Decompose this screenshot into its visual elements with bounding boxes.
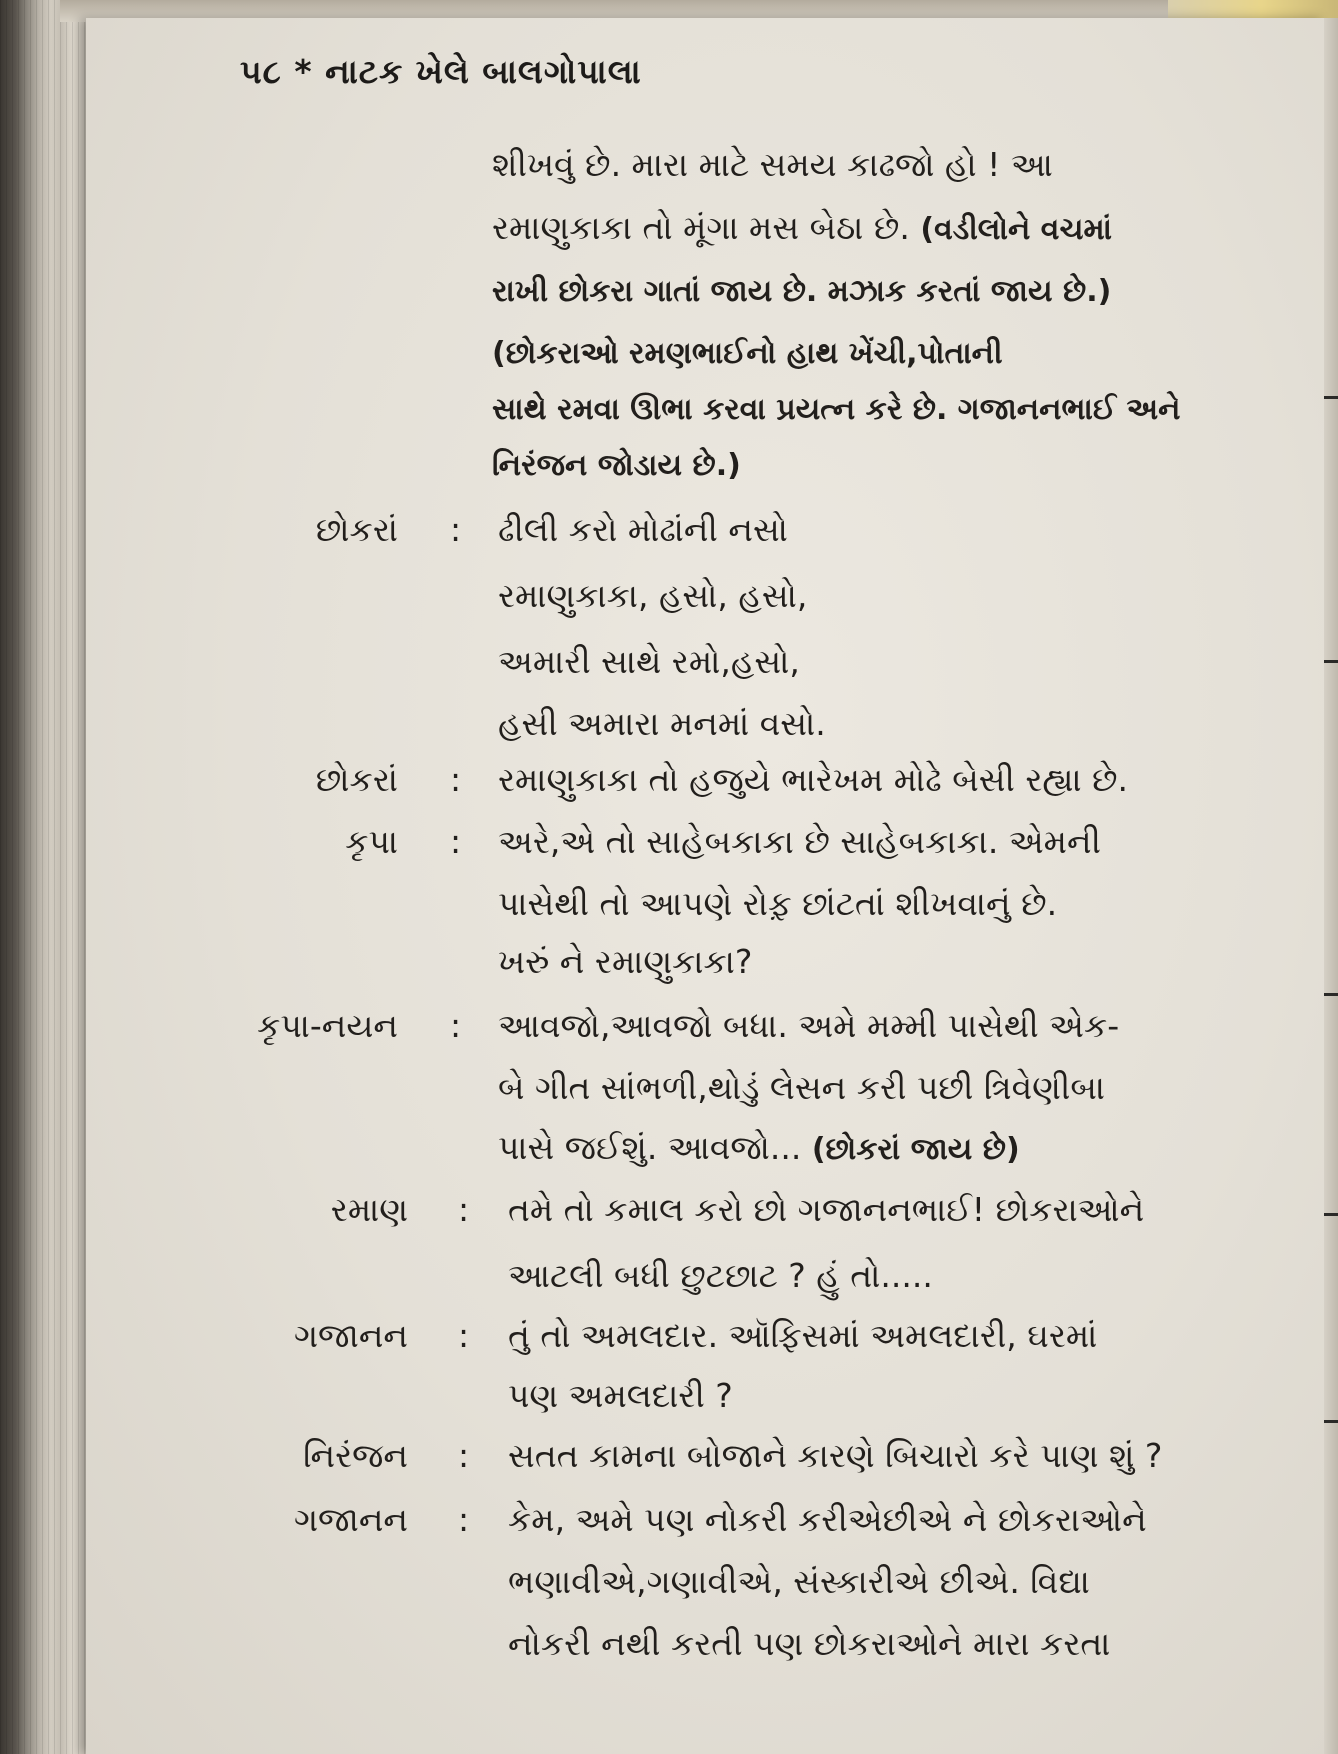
speaker-colon: : (450, 510, 462, 549)
dialogue-line: અરે,એ તો સાહેબકાકા છે સાહેબકાકા. એમની (498, 822, 1101, 861)
speaker-colon: : (458, 1500, 470, 1539)
speaker-colon: : (450, 1006, 462, 1045)
page-stack-lines (0, 0, 88, 1754)
speaker-name: છોકરાં (315, 510, 398, 549)
speaker-colon: : (458, 1316, 470, 1355)
dialogue-line: પાસેથી તો આપણે રોફ઼ છાંટતાં શીખવાનું છે. (498, 884, 1058, 923)
dialogue-line: પણ અમલદારી ? (508, 1376, 733, 1415)
page-header (240, 52, 642, 92)
stage-direction: નિરંજન જોડાય છે.) (492, 448, 741, 483)
stage-direction: (વડીલોને વચમાં (920, 212, 1113, 247)
intro-line-2-text: રમાણુકાકા તો મૂંગા મસ બેઠા છે. (492, 208, 910, 247)
dialogue-line: નોકરી નથી કરતી પણ છોકરાઓને મારા કરતા (508, 1624, 1111, 1663)
header-separator: * (294, 52, 313, 91)
speaker-name: કૃપા-નયન (257, 1006, 398, 1045)
speaker-name: નિરંજન (303, 1436, 408, 1475)
speaker-colon: : (458, 1436, 470, 1475)
intro-line-2 (492, 208, 1112, 248)
page-number: ૫૮ (240, 52, 282, 91)
edge-mark (1324, 396, 1338, 399)
right-page-edge (1324, 18, 1338, 1754)
edge-mark (1324, 660, 1338, 663)
speaker-name: છોકરાં (315, 760, 398, 799)
stage-direction: સાથે રમવા ઊભા કરવા પ્રયત્ન કરે છે. ગજાનનભાઈ અને (492, 392, 1181, 427)
edge-mark (1324, 1213, 1338, 1216)
book-title: નાટક ખેલે બાલગોપાલા (325, 52, 642, 91)
dialogue-line: આટલી બધી છુટછાટ ? હું તો..... (508, 1256, 933, 1295)
dialogue-line: આવજો,આવજો બધા. અમે મમ્મી પાસેથી એક- (498, 1006, 1120, 1045)
dialogue-line: કેમ, અમે પણ નોકરી કરીએછીએ ને છોકરાઓને (508, 1500, 1147, 1539)
speaker-colon: : (450, 822, 462, 861)
dialogue-line: તમે તો કમાલ કરો છો ગજાનનભાઈ! છોકરાઓને (508, 1190, 1145, 1229)
speaker-name: ગજાનન (293, 1316, 408, 1355)
dialogue-line: હસી અમારા મનમાં વસો. (498, 704, 826, 743)
stage-direction: રાખી છોકરા ગાતાં જાય છે. મઝાક કરતાં જાય છે.) (492, 274, 1112, 309)
dialogue-line: ઢીલી કરો મોઢાંની નસો (498, 510, 788, 549)
dialogue-line (498, 1128, 1020, 1168)
edge-mark (1324, 993, 1338, 996)
edge-mark (1324, 1420, 1338, 1423)
dialogue-line: અમારી સાથે રમો,હસો, (498, 642, 800, 681)
speaker-name: ગજાનન (293, 1500, 408, 1539)
speaker-colon: : (450, 760, 462, 799)
speaker-colon: : (458, 1190, 470, 1229)
dialogue-text: પાસે જઈશું. આવજો... (498, 1128, 802, 1167)
dialogue-line: સતત કામના બોજાને કારણે બિચારો કરે પાણ શું ? (508, 1436, 1163, 1475)
speaker-name: રમાણ (330, 1190, 408, 1229)
dialogue-line: રમાણુકાકા, હસો, હસો, (498, 576, 808, 615)
stage-direction: (છોકરાં જાય છે) (811, 1132, 1020, 1167)
dialogue-line: તું તો અમલદાર. ઑફિસમાં અમલદારી, ઘરમાં (508, 1316, 1098, 1355)
dialogue-line: ખરું ને રમાણુકાકા? (498, 942, 753, 981)
stage-direction: (છોકરાઓ રમણભાઈનો હાથ ખેંચી,પોતાની (492, 336, 1003, 371)
dialogue-line: રમાણુકાકા તો હજુયે ભારેખમ મોઢે બેસી રહ્યા છે. (498, 760, 1129, 799)
speaker-name: કૃપા (345, 822, 398, 861)
dialogue-line: ભણાવીએ,ગણાવીએ, સંસ્કારીએ છીએ. વિદ્યા (508, 1562, 1090, 1601)
intro-line-1: શીખવું છે. મારા માટે સમય કાઢજો હો ! આ (492, 145, 1053, 184)
dialogue-line: બે ગીત સાંભળી,થોડું લેસન કરી પછી ત્રિવેણીબા (498, 1068, 1105, 1107)
